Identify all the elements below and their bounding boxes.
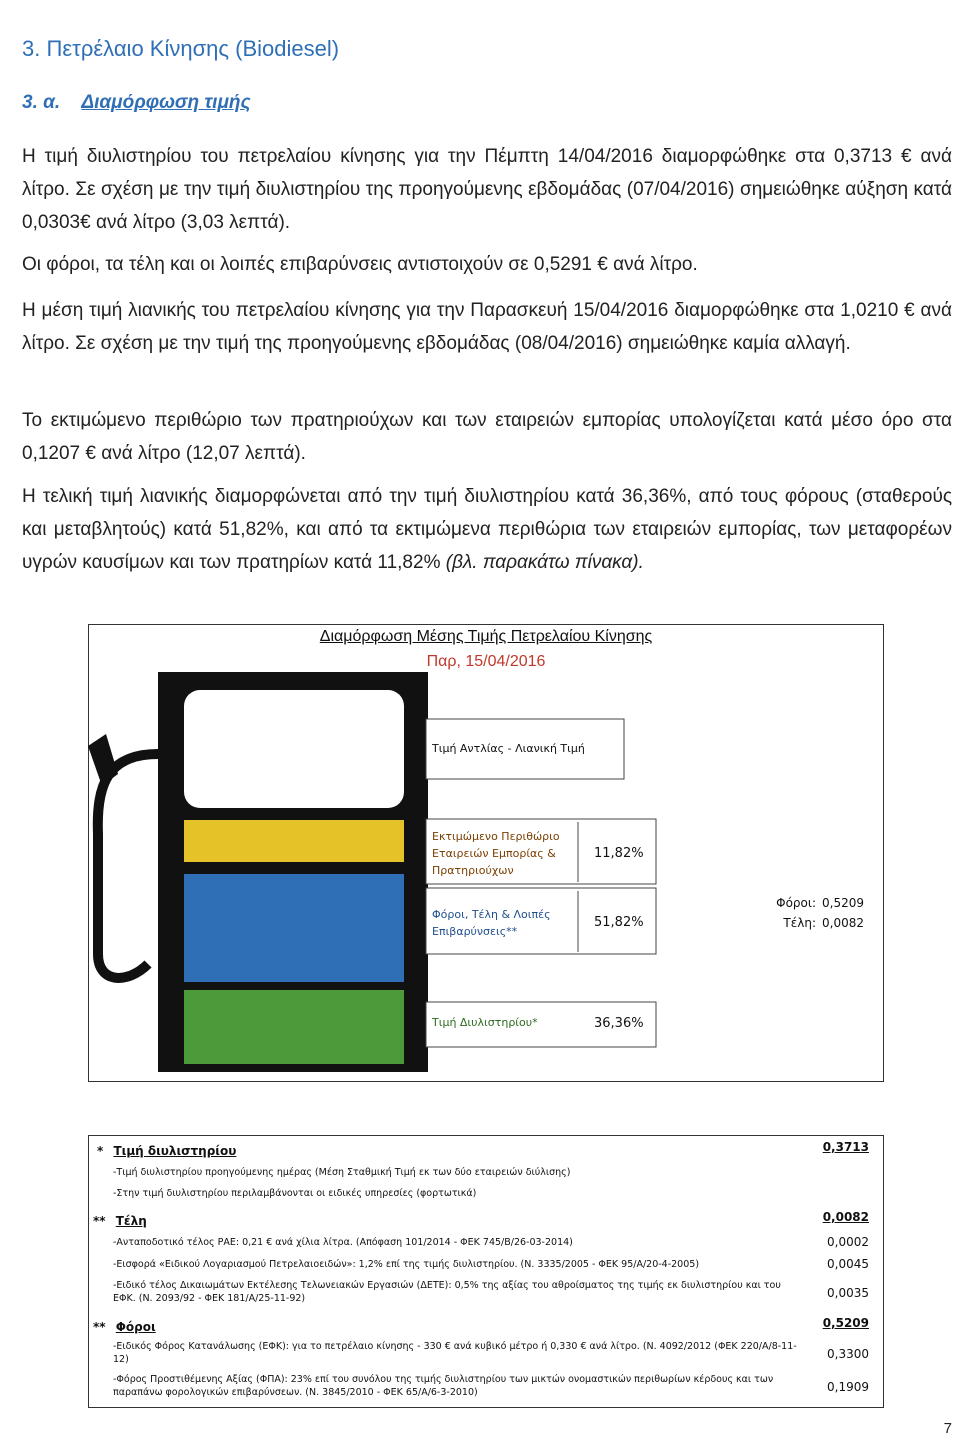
margin-label: Εκτιμώμενο Περιθώριο Εταιρειών Εμπορίας & Πρατηριούχων: [432, 830, 560, 877]
refinery-row-label: Τιμή διυλιστηρίου: [113, 1144, 237, 1158]
margin-segment: [184, 820, 404, 862]
foroi-note-2: -Φόρος Προστιθέμενης Αξίας (ΦΠΑ): 23% επί του συνόλου της τιμής διυλιστηρίου των μικτών ονομαστικών περιθωρίων κέρδους και των παραπάνω φορολογικών επιβαρύνσεων. (Ν. 3845/2010 - ΦΕΚ 65/Α/6-3-2010): [113, 1374, 774, 1398]
refinery-row: * Τιμή διυλιστηρίου: [97, 1144, 237, 1158]
teli-note-1-value: 0,0002: [827, 1235, 869, 1249]
pump-price-label: Τιμή Αντλίας - Λιανική Τιμή: [432, 742, 585, 755]
paragraph-composition: Η τελική τιμή λιανικής διαμορφώνεται από την τιμή διυλιστηρίου κατά 36,36%, από τους φόρους (σταθερούς και μεταβλητούς) κατά 51,82%, και από τα εκτιμώμενα περιθώρια των εταιρειών εμπορίας, των μεταφορέων υγρών καυσίμων και των πρατηρίων κατά 11,82% (βλ. παρακάτω πίνακα).: [22, 486, 952, 573]
foroi-note-1: -Ειδικός Φόρος Κατανάλωσης (ΕΦΚ): για το πετρέλαιο κίνησης - 330 € ανά κυβικό μέτρο ή 0,330 € ανά λίτρο. (Ν. 4092/2012 (ΦΕΚ 220/Α/8-11-12): [113, 1341, 797, 1365]
pump-hose: [98, 754, 158, 978]
refinery-label: Τιμή Διυλιστηρίου*: [432, 1016, 538, 1029]
teli-note-2-value: 0,0045: [827, 1257, 869, 1271]
teli-note-1: -Ανταποδοτικό τέλος ΡΑΕ: 0,21 € ανά χίλια λίτρα. (Απόφαση 101/2014 - ΦΕΚ 745/Β/26-03-2014): [113, 1237, 573, 1248]
refinery-row-value: 0,3713: [822, 1140, 869, 1154]
price-breakdown-notes: [88, 1135, 884, 1408]
foroi-row-value: 0,5209: [822, 1316, 869, 1330]
foroi-note-2-value: 0,1909: [827, 1380, 869, 1394]
margin-percent: 11,82%: [594, 846, 644, 861]
taxes-teli-label: Τέλη:: [783, 916, 816, 930]
figure-date: Παρ, 15/04/2016: [426, 653, 546, 670]
taxes-label: Φόροι, Τέλη & Λοιπές Επιβαρύνσεις**: [432, 908, 551, 938]
figure-title: Διαμόρφωση Μέσης Τιμής Πετρελαίου Κίνησης: [319, 628, 653, 645]
subsection-number: 3. α.: [22, 92, 61, 113]
refinery-note-2: -Στην τιμή διυλιστηρίου περιλαμβάνονται οι ειδικές υπηρεσίες (φορτωτικά): [113, 1188, 477, 1199]
subsection-heading: [22, 92, 251, 114]
taxes-foroi-label: Φόροι:: [776, 896, 816, 910]
refinery-note-1: -Τιμή διυλιστηρίου προηγούμενης ημέρας (Μέση Σταθμική Τιμή εκ των δύο εταιρειών διύλισης): [113, 1167, 571, 1178]
see-table-note: (βλ. παρακάτω πίνακα).: [440, 552, 644, 573]
refinery-segment: [184, 990, 404, 1064]
taxes-teli-value: 0,0082: [822, 916, 864, 930]
refinery-percent: 36,36%: [594, 1016, 644, 1031]
teli-note-3: -Ειδικό τέλος Δικαιωμάτων Εκτέλεσης Τελωνειακών Εργασιών (ΔΕΤΕ): 0,5% της αξίας του αθροίσματος της τιμής εκ διυλιστηρίου και του ΕΦΚ. (Ν. 2093/92 - ΦΕΚ 181/Α/25-11-92): [113, 1280, 781, 1304]
teli-row: ** Τέλη: [93, 1214, 147, 1228]
teli-note-3-value: 0,0035: [827, 1286, 869, 1300]
paragraph-refinery-price: Η τιμή διυλιστηρίου του πετρελαίου κίνησης για την Πέμπτη 14/04/2016 διαμορφώθηκε στα 0,3713 € ανά λίτρο. Σε σχέση με την τιμή διυλιστηρίου της προηγούμενης εβδομάδας (07/04/2016) σημειώθηκε αύξηση κατά 0,0303€ ανά λίτρο (3,03 λεπτά).: [22, 146, 952, 233]
teli-note-2: -Εισφορά «Ειδικού Λογαριασμού Πετρελαιοειδών»: 1,2% επί της τιμής διυλιστηρίου. (Ν. 3335/2005 - ΦΕΚ 95/Α/20-4-2005): [113, 1259, 700, 1270]
subsection-title: Διαμόρφωση τιμής: [81, 92, 251, 113]
teli-row-value: 0,0082: [822, 1210, 869, 1224]
pump-nozzle: [88, 734, 118, 786]
paragraph-retail-price: Η μέση τιμή λιανικής του πετρελαίου κίνησης για την Παρασκευή 15/04/2016 διαμορφώθηκε στα 1,0210 € ανά λίτρο. Σε σχέση με την τιμή της προηγούμενης εβδομάδας (08/04/2016) σημειώθηκε καμία αλλαγή.: [22, 300, 952, 354]
section-heading: 3. Πετρέλαιο Κίνησης (Biodiesel): [22, 36, 340, 61]
taxes-percent: 51,82%: [594, 915, 644, 930]
foroi-row: ** Φόροι: [93, 1320, 156, 1334]
paragraph-taxes: Οι φόροι, τα τέλη και οι λοιπές επιβαρύνσεις αντιστοιχούν σε 0,5291 € ανά λίτρο.: [22, 254, 698, 275]
page-number: 7: [943, 1420, 952, 1437]
foroi-note-1-value: 0,3300: [827, 1347, 869, 1361]
taxes-segment: [184, 874, 404, 982]
foroi-row-label: Φόροι: [115, 1320, 156, 1334]
teli-row-label: Τέλη: [115, 1214, 147, 1228]
pump-display: [184, 690, 404, 808]
paragraph-margin: Το εκτιμώμενο περιθώριο των πρατηριούχων και των εταιρειών εμπορίας υπολογίζεται κατά μέσο όρο στα 0,1207 € ανά λίτρο (12,07 λεπτά).: [22, 410, 952, 464]
taxes-foroi-value: 0,5209: [822, 896, 864, 910]
